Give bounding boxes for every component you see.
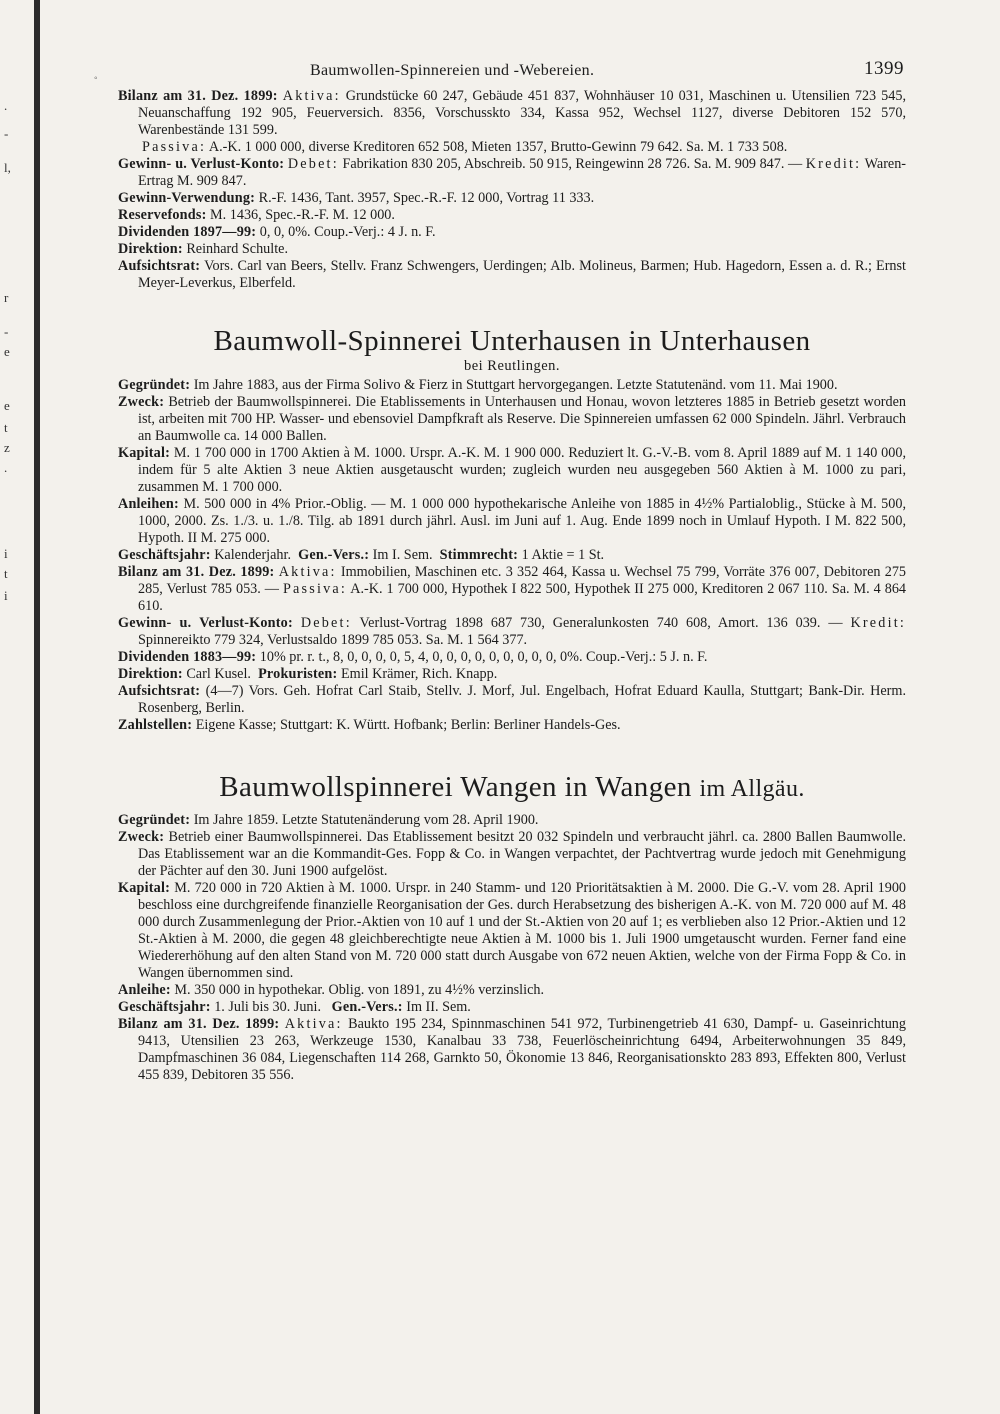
gewinn-konto-entry: Gewinn- u. Verlust-Konto: Debet: Verlust-Vortrag 1898 687 730, Generalunkosten 740 608, Amort. 136 039. — Kredit: Spinnereikto 779 324, Verlustsaldo 1899 785 053. Sa. M. 1 564 377. <box>118 615 907 648</box>
aufsichtsrat-entry: Aufsichtsrat: Vors. Carl van Beers, Stellv. Franz Schwengers, Uerdingen; Alb. Molineus, Barmen; Hub. Hagedorn, Essen a. d. R.; Ernst Meyer-Leverkus, Elberfeld. <box>118 258 906 291</box>
company-location: im Allgäu. <box>699 776 805 802</box>
bilanz-entry: Bilanz am 31. Dez. 1899: Aktiva: Baukto 195 234, Spinnmaschinen 541 972, Turbinengetrieb 41 630, Dampf- u. Gaseinrichtung 9413, Utensilien 23 263, Werkzeuge 1530, Kanalbau 33 738, Feuerlöscheinrichtung 6494, Arbeiterwohnungen 35 849, Dampfmaschinen 36 084, Liegenschaften 114 268, Garnkto 50, Ökonomie 13 846, Reorganisationskto 283 893, Effekten 800, Verlust 455 839, Debitoren 35 556. <box>118 1016 906 1083</box>
company-heading: Baumwoll-Spinnerei Unterhausen in Unterhausen <box>213 325 811 357</box>
binding-edge <box>34 0 40 1414</box>
margin-mark: . <box>4 98 8 113</box>
margin-mark: t <box>4 420 8 435</box>
margin-mark: l, <box>4 160 11 175</box>
margin-mark: i <box>4 546 8 561</box>
page-content <box>94 56 907 1084</box>
company-location: bei Reutlingen. <box>463 358 561 374</box>
margin-mark: . <box>4 460 8 475</box>
gewinn-verwendung-entry: Gewinn-Verwendung: R.-F. 1436, Tant. 3957, Spec.-R.-F. 12 000, Vortrag 11 333. <box>118 190 595 206</box>
direktion-entry: Direktion: Carl Kusel. Prokuristen: Emil Krämer, Rich. Knapp. <box>118 666 498 682</box>
margin-mark: e <box>4 398 10 413</box>
passiva-entry: Passiva: A.-K. 1 000 000, diverse Kreditoren 652 508, Mieten 1357, Brutto-Gewinn 79 642. Sa. M. 1 733 508. <box>142 139 788 155</box>
zweck-entry: Zweck: Betrieb der Baumwollspinnerei. Die Etablissements in Unterhausen und Honau, wovon letzteres 1885 in Betrieb gesetzt worden ist, arbeiten mit 700 HP. Wasser- und ebensoviel Dampfkraft als Reserve. Die Spinnereien umfassen 62 000 Spindeln. Jährl. Verbrauch an Baumwolle ca. 14 000 Ballen. <box>118 394 907 444</box>
section-previous-company <box>118 88 906 292</box>
zweck-entry: Zweck: Betrieb einer Baumwollspinnerei. Das Etablissement besitzt 20 032 Spindeln und verbraucht jährl. ca. 2800 Ballen Baumwolle. Das Etablissement war an die Kommandit-Ges. Fopp & Co. in Wangen verpachtet, der Pachtvertrag wurde jedoch mit Genehmigung der Pächter auf den 30. Juni 1900 aufgelöst. <box>118 829 906 879</box>
company-name: Baumwollspinnerei Wangen in Wangen <box>219 771 692 803</box>
dividenden-entry: Dividenden 1883—99: 10% pr. r. t., 8, 0, 0, 0, 0, 5, 4, 0, 0, 0, 0, 0, 0, 0, 0, 0, 0%. Coup.-Verj.: 5 J. n. F. <box>118 649 708 665</box>
anleihe-entry: Anleihe: M. 350 000 in hypothekar. Oblig. von 1891, zu 4½% verzinslich. <box>118 982 545 998</box>
gegruendet-entry: Gegründet: Im Jahre 1883, aus der Firma Solivo & Fierz in Stuttgart hervorgegangen. Letzte Statutenänd. vom 11. Mai 1900. <box>118 377 838 393</box>
zahlstellen-entry: Zahlstellen: Eigene Kasse; Stuttgart: K. Württ. Hofbank; Berlin: Berliner Handels-Ges. <box>118 717 621 733</box>
kapital-entry: Kapital: M. 720 000 in 720 Aktien à M. 1000. Urspr. in 240 Stamm- und 120 Prioritätsaktien à M. 2000. Die G.-V. vom 28. April 1900 beschloss eine durchgreifende finanzielle Reorganisation der Ges. durch Herabsetzung des bisherigen A.-K. von M. 720 000 auf M. 48 000 durch Zusammenlegung der Prior.-Aktien von 10 auf 1 und der St.-Aktien von 20 auf 1; es verblieben also 12 Prior.-Aktien und 12 St.-Aktien à M. 2000, die gegen 48 gleichberechtigte neue Aktien à M. 1000 bis 1. Juli 1900 umgetauscht wurden. Ferner fand eine Wiedererhöhung auf den alten Stand von M. 720 000 statt durch Ausgabe von 672 neuen Aktien, welche von der Firma Fopp & Co. in Wangen übernommen sind. <box>118 880 907 981</box>
margin-mark: - <box>4 126 9 141</box>
bilanz-entry: Bilanz am 31. Dez. 1899: Aktiva: Immobilien, Maschinen etc. 3 352 464, Kassa u. Wechsel 75 799, Vorräte 376 007, Debitoren 275 285, Verlust 785 053. — Passiva: A.-K. 1 700 000, Hypothek I 822 500, Hypothek II 275 000, Kreditoren 2 067 110. Sa. M. 4 864 610. <box>118 564 907 614</box>
bilanz-entry: Bilanz am 31. Dez. 1899: Aktiva: Grundstücke 60 247, Gebäude 451 837, Wohnhäuser 10 031, Maschinen u. Utensilien 723 545, Neuanschaffung 192 905, Feuerversich. 8356, Vorschusskto 334, Kassa 952, Wechsel 1127, diverse Debitoren 152 570, Warenbestände 131 599. <box>118 88 907 138</box>
direktion-entry: Direktion: Reinhard Schulte. <box>118 241 288 257</box>
margin-mark: z <box>4 440 10 455</box>
page-number: 1399 <box>864 58 904 79</box>
running-head <box>94 56 906 88</box>
left-margin-fragments <box>0 0 22 1414</box>
geschaeftsjahr-entry: Geschäftsjahr: Kalenderjahr. Gen.-Vers.: Im I. Sem. Stimmrecht: 1 Aktie = 1 St. <box>118 547 605 563</box>
section-wangen <box>118 770 906 1084</box>
reservefonds-entry: Reservefonds: M. 1436, Spec.-R.-F. M. 12 000. <box>118 207 395 223</box>
margin-mark: t <box>4 566 8 581</box>
gegruendet-entry: Gegründet: Im Jahre 1859. Letzte Statutenänderung vom 28. April 1900. <box>118 812 539 828</box>
section-unterhausen <box>118 324 906 734</box>
margin-mark: e <box>4 344 10 359</box>
margin-mark: - <box>4 324 9 339</box>
company-heading <box>118 770 906 806</box>
margin-mark: r <box>4 290 9 305</box>
gewinn-konto-entry: Gewinn- u. Verlust-Konto: Debet: Fabrikation 830 205, Abschreib. 50 915, Reingewinn 28 726. Sa. M. 909 847. — Kredit: Waren-Ertrag M. 909 847. <box>118 156 907 189</box>
geschaeftsjahr-entry: Geschäftsjahr: 1. Juli bis 30. Juni. Gen.-Vers.: Im II. Sem. <box>118 999 471 1015</box>
margin-mark: i <box>4 588 8 603</box>
aufsichtsrat-entry: Aufsichtsrat: (4—7) Vors. Geh. Hofrat Carl Staib, Stellv. J. Morf, Jul. Engelbach, Hofrat Eduard Kaulla, Stuttgart; Bank-Dir. Herm. Rosenberg, Berlin. <box>118 683 906 716</box>
anleihen-entry: Anleihen: M. 500 000 in 4% Prior.-Oblig. — M. 1 000 000 hypothekarische Anleihe von 1885 in 4½% Partialoblig., Stücke à M. 500, 1000, 2000. Zs. 1./3. u. 1./8. Tilg. ab 1891 durch jährl. Ausl. im Juni auf 1. Aug. Ende 1899 noch in Umlauf Hypoth. I M. 822 500, Hypoth. II M. 275 000. <box>118 496 907 546</box>
dividenden-entry: Dividenden 1897—99: 0, 0, 0%. Coup.-Verj.: 4 J. n. F. <box>118 224 436 240</box>
kapital-entry: Kapital: M. 1 700 000 in 1700 Aktien à M. 1000. Urspr. A.-K. M. 1 900 000. Reduziert lt. G.-V.-B. vom 8. April 1889 auf M. 1 140 000, indem für 5 alte Aktien 3 neue Aktien ausgetauscht wurden; zugleich wurden neu ausgegeben 560 Aktien à M. 1000 zu pari, zusammen M. 1 700 000. <box>118 445 906 495</box>
ink-speck-icon: ◦ <box>94 73 98 84</box>
running-head-title: Baumwollen-Spinnereien und -Webereien. <box>310 62 595 79</box>
